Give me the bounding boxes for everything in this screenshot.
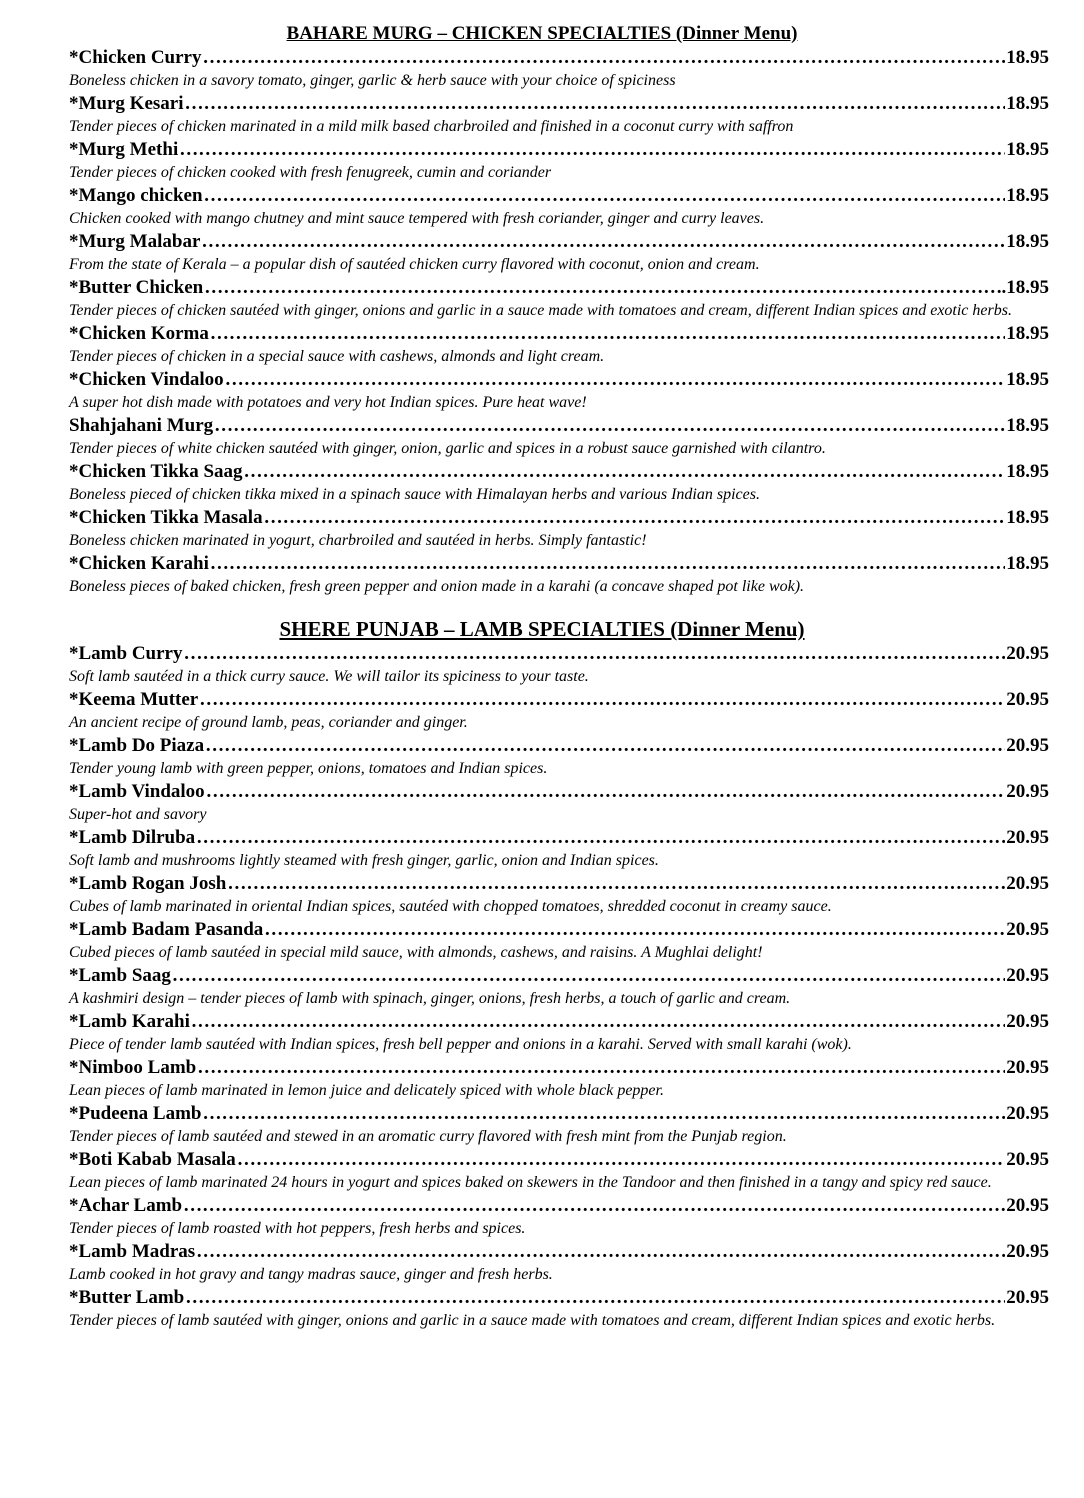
dot-leader [244, 460, 1006, 483]
menu-item [69, 826, 1049, 849]
menu-item-price: 20.95 [1006, 827, 1049, 848]
menu-item [69, 780, 1049, 803]
menu-item-price: 18.95 [1006, 93, 1049, 114]
menu-item-name: *Chicken Tikka Saag [69, 461, 243, 482]
menu-item-description: Tender pieces of lamb sautéed and stewed in an aromatic curry flavored with fresh mint from the Punjab region. [69, 1128, 787, 1145]
menu-item-name: *Lamb Madras [69, 1241, 196, 1262]
menu-item-name: *Keema Mutter [69, 689, 199, 710]
menu-item [69, 1010, 1049, 1033]
menu-item-description: Tender pieces of chicken cooked with fresh fenugreek, cumin and coriander [69, 164, 552, 181]
menu-item-price: 20.95 [1006, 965, 1049, 986]
menu-item-price: 20.95 [1006, 873, 1049, 894]
dot-leader [205, 734, 1005, 757]
menu-item-name: *Nimboo Lamb [69, 1057, 197, 1078]
menu-item-name: *Chicken Korma [69, 323, 209, 344]
menu-item-description: Boneless pieced of chicken tikka mixed in a spinach sauce with Himalayan herbs and various Indian spices. [69, 486, 760, 503]
menu-item [69, 322, 1049, 345]
menu-item-price: 18.95 [1006, 369, 1049, 390]
dot-leader [185, 1286, 1005, 1309]
menu-item-description: Tender pieces of white chicken sautéed with ginger, onion, garlic and spices in a robust sauce garnished with cilantro. [69, 440, 826, 457]
dot-leader [183, 1194, 1005, 1217]
menu-item-name: *Chicken Curry [69, 47, 202, 68]
menu-item-name: *Boti Kabab Masala [69, 1149, 236, 1170]
dot-leader [204, 276, 1000, 299]
menu-item-name: *Lamb Badam Pasanda [69, 919, 264, 940]
menu-item-description: A kashmiri design – tender pieces of lamb with spinach, ginger, onions, fresh herbs, a touch of garlic and cream. [69, 990, 791, 1007]
dot-leader [202, 46, 1005, 69]
menu-item [69, 734, 1049, 757]
menu-item-price: 20.95 [1006, 1011, 1049, 1032]
menu-item-price: 20.95 [1006, 689, 1049, 710]
dot-leader [183, 642, 1005, 665]
menu-item-description: An ancient recipe of ground lamb, peas, coriander and ginger. [69, 714, 468, 731]
dot-leader [196, 1240, 1005, 1263]
menu-item-name: *Lamb Karahi [69, 1011, 190, 1032]
menu-item-price: 18.95 [1006, 47, 1049, 68]
dot-leader [197, 1056, 1005, 1079]
dot-leader [196, 826, 1005, 849]
menu-item [69, 1102, 1049, 1125]
dot-leader [237, 1148, 1005, 1171]
menu-item-price: 20.95 [1006, 1103, 1049, 1124]
menu-item-price: 20.95 [1006, 1195, 1049, 1216]
dot-leader [199, 688, 1005, 711]
menu-item-name: *Chicken Tikka Masala [69, 507, 263, 528]
menu-item-description: Tender pieces of chicken sautéed with ginger, onions and garlic in a sauce made with tomatoes and cream, different Indian spices and exotic herbs. [69, 302, 1012, 319]
menu-item-name: *Pudeena Lamb [69, 1103, 202, 1124]
dot-leader [264, 506, 1006, 529]
menu-item-name: *Butter Lamb [69, 1287, 185, 1308]
menu-item-price: 18.95 [1006, 139, 1049, 160]
dot-leader [185, 92, 1006, 115]
menu-item-price: 20.95 [1006, 643, 1049, 664]
menu-item [69, 368, 1049, 391]
menu-item-name: *Achar Lamb [69, 1195, 183, 1216]
menu-item-description: Cubes of lamb marinated in oriental Indian spices, sautéed with chopped tomatoes, shredded coconut in creamy sauce. [69, 898, 832, 915]
menu-item-description: Tender pieces of chicken in a special sauce with cashews, almonds and light cream. [69, 348, 605, 365]
menu-item-description: Lean pieces of lamb marinated 24 hours in yogurt and spices baked on skewers in the Tandoor and then finished in a tangy and spicy red sauce. [69, 1174, 992, 1191]
menu-item [69, 642, 1049, 665]
menu-item [69, 1240, 1049, 1263]
dot-leader [214, 414, 1005, 437]
menu-item-price: 18.95 [1006, 553, 1049, 574]
menu-item-name: *Chicken Vindaloo [69, 369, 224, 390]
dot-leader [225, 368, 1006, 391]
menu-item [69, 1148, 1049, 1171]
menu-item [69, 230, 1049, 253]
menu-item-description: Boneless pieces of baked chicken, fresh green pepper and onion made in a karahi (a concave shaped pot like wok). [69, 578, 805, 595]
section-title-lamb: SHERE PUNJAB – LAMB SPECIALTIES (Dinner Menu) [279, 617, 805, 641]
dot-leader [210, 322, 1005, 345]
menu-item [69, 46, 1049, 69]
menu-item [69, 92, 1049, 115]
dot-leader [264, 918, 1005, 941]
menu-item-name: *Lamb Vindaloo [69, 781, 205, 802]
dot-leader [206, 780, 1006, 803]
menu-item-price: 20.95 [1006, 1057, 1049, 1078]
menu-item-name: *Murg Malabar [69, 231, 201, 252]
menu-item-price: 18.95 [1006, 323, 1049, 344]
menu-item-price: 18.95 [1006, 415, 1049, 436]
menu-item [69, 138, 1049, 161]
menu-item-description: Tender pieces of lamb roasted with hot peppers, fresh herbs and spices. [69, 1220, 526, 1237]
menu-item-description: Boneless chicken marinated in yogurt, charbroiled and sautéed in herbs. Simply fantastic! [69, 532, 647, 549]
menu-item [69, 1194, 1049, 1217]
menu-item-description: Cubed pieces of lamb sautéed in special mild sauce, with almonds, cashews, and raisins. A Mughlai delight! [69, 944, 763, 961]
menu-item-description: Boneless chicken in a savory tomato, ginger, garlic & herb sauce with your choice of spiciness [69, 72, 676, 89]
menu-item-name: *Mango chicken [69, 185, 203, 206]
menu-item-description: Chicken cooked with mango chutney and mint sauce tempered with fresh coriander, ginger and curry leaves. [69, 210, 765, 227]
dot-leader [227, 872, 1005, 895]
dot-leader [203, 1102, 1006, 1125]
chicken-items-list [69, 46, 1049, 598]
dot-leader [201, 230, 1005, 253]
menu-item [69, 1286, 1049, 1309]
dot-leader [204, 184, 1006, 207]
menu-item-description: Tender pieces of lamb sautéed with ginger, onions and garlic in a sauce made with tomatoes and cream, different Indian spices and exotic herbs. [69, 1312, 996, 1329]
menu-item-price: .18.95 [1001, 277, 1049, 298]
menu-item-name: *Chicken Karahi [69, 553, 209, 574]
dot-leader [172, 964, 1005, 987]
menu-item [69, 688, 1049, 711]
menu-item-price: 18.95 [1006, 461, 1049, 482]
menu-item-price: 20.95 [1006, 735, 1049, 756]
menu-item-price: 20.95 [1006, 1287, 1049, 1308]
menu-item [69, 460, 1049, 483]
menu-item-name: *Lamb Dilruba [69, 827, 196, 848]
dot-leader [191, 1010, 1005, 1033]
menu-item-name: *Lamb Do Piaza [69, 735, 205, 756]
menu-item-name: *Murg Kesari [69, 93, 184, 114]
menu-item-price: 20.95 [1006, 1241, 1049, 1262]
menu-item-description: Tender pieces of chicken marinated in a mild milk based charbroiled and finished in a coconut curry with saffron [69, 118, 794, 135]
menu-item-price: 20.95 [1006, 1149, 1049, 1170]
menu-item-description: Lean pieces of lamb marinated in lemon juice and delicately spiced with whole black pepper. [69, 1082, 664, 1099]
dot-leader [210, 552, 1005, 575]
lamb-items-list [69, 642, 1049, 1332]
menu-item-price: 18.95 [1006, 507, 1049, 528]
menu-item [69, 918, 1049, 941]
menu-item [69, 506, 1049, 529]
menu-item [69, 276, 1049, 299]
dot-leader [179, 138, 1005, 161]
menu-item-description: Super-hot and savory [69, 806, 207, 823]
menu-item-price: 18.95 [1006, 185, 1049, 206]
menu-item [69, 552, 1049, 575]
menu-item-name: *Lamb Saag [69, 965, 171, 986]
menu-item-description: From the state of Kerala – a popular dish of sautéed chicken curry flavored with coconut, onion and cream. [69, 256, 760, 273]
menu-item-price: 20.95 [1006, 919, 1049, 940]
menu-item-name: Shahjahani Murg [69, 415, 214, 436]
menu-item-description: Tender young lamb with green pepper, onions, tomatoes and Indian spices. [69, 760, 548, 777]
menu-item-price: 18.95 [1006, 231, 1049, 252]
menu-item-description: Soft lamb and mushrooms lightly steamed with fresh ginger, garlic, onion and Indian spices. [69, 852, 659, 869]
menu-item-name: *Butter Chicken [69, 277, 204, 298]
menu-item [69, 872, 1049, 895]
menu-item-description: Soft lamb sautéed in a thick curry sauce. We will tailor its spiciness to your taste. [69, 668, 589, 685]
menu-item-name: *Lamb Rogan Josh [69, 873, 227, 894]
menu-item-description: A super hot dish made with potatoes and very hot Indian spices. Pure heat wave! [69, 394, 587, 411]
menu-item-price: 20.95 [1006, 781, 1049, 802]
menu-item-name: *Lamb Curry [69, 643, 183, 664]
menu-item-name: *Murg Methi [69, 139, 179, 160]
section-title-chicken: BAHARE MURG – CHICKEN SPECIALTIES (Dinner Menu) [286, 23, 798, 44]
menu-item-description: Piece of tender lamb sautéed with Indian spices, fresh bell pepper and onions in a karahi. Served with small karahi (wok). [69, 1036, 852, 1053]
menu-item [69, 184, 1049, 207]
menu-item [69, 964, 1049, 987]
menu-item-description: Lamb cooked in hot gravy and tangy madras sauce, ginger and fresh herbs. [69, 1266, 553, 1283]
menu-item [69, 414, 1049, 437]
menu-item [69, 1056, 1049, 1079]
